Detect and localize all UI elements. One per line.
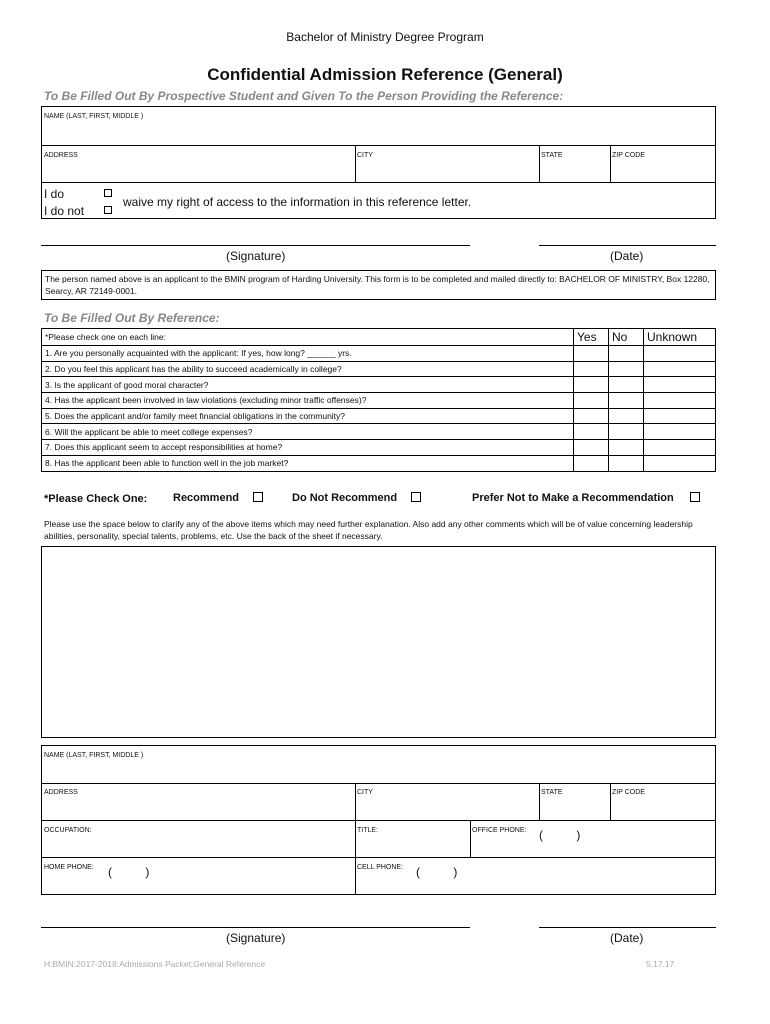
reference-date-line[interactable] xyxy=(539,927,716,928)
office-phone-field[interactable]: OFFICE PHONE: xyxy=(472,827,527,834)
question-row xyxy=(42,361,716,377)
question-row xyxy=(42,393,716,409)
cell-phone-paren: ( ) xyxy=(416,865,458,879)
answer-unknown-cell[interactable] xyxy=(644,377,716,393)
question-row xyxy=(42,455,716,471)
student-state-field[interactable]: STATE xyxy=(541,152,563,159)
check-one-label: *Please Check One: xyxy=(44,493,148,505)
reference-address-field[interactable]: ADDRESS xyxy=(44,789,78,796)
student-signature-line[interactable] xyxy=(41,245,470,246)
i-do-not-checkbox[interactable] xyxy=(104,206,112,214)
waive-text: waive my right of access to the information in this reference letter. xyxy=(123,195,472,209)
student-date-label: (Date) xyxy=(610,249,644,263)
student-address-field[interactable]: ADDRESS xyxy=(44,152,78,159)
prefer-not-label: Prefer Not to Make a Recommendation xyxy=(472,492,674,504)
title-field[interactable]: TITLE: xyxy=(357,827,379,834)
applicant-notice: The person named above is an applicant to the BMIN program of Harding University. This form is to be completed and mailed directly to: BACHELOR OF MINISTRY, Box 12280, Searcy, AR 72149-0001. xyxy=(41,270,716,300)
answer-no-cell[interactable] xyxy=(609,408,644,424)
student-section-label: To Be Filled Out By Prospective Student and Given To the Person Providing the Reference: xyxy=(44,89,564,103)
occupation-field[interactable]: OCCUPATION: xyxy=(44,827,92,834)
col-yes-header: Yes xyxy=(574,329,609,346)
i-do-not-label: I do not xyxy=(44,204,85,218)
answer-no-cell[interactable] xyxy=(609,346,644,362)
reference-questions-table xyxy=(41,328,716,472)
answer-no-cell[interactable] xyxy=(609,377,644,393)
answer-unknown-cell[interactable] xyxy=(644,346,716,362)
answer-unknown-cell[interactable] xyxy=(644,440,716,456)
answer-yes-cell[interactable] xyxy=(574,377,609,393)
program-header: Bachelor of Ministry Degree Program xyxy=(286,30,484,44)
answer-yes-cell[interactable] xyxy=(574,455,609,471)
footer-path: H:BMIN:2017-2018:Admissions Packet:General Reference xyxy=(44,959,266,969)
student-info-box xyxy=(41,106,716,219)
recommend-label: Recommend xyxy=(173,492,240,504)
answer-no-cell[interactable] xyxy=(609,361,644,377)
home-phone-field[interactable]: HOME PHONE: xyxy=(44,864,94,871)
question-text: 3. Is the applicant of good moral character? xyxy=(42,377,574,393)
reference-signature-label: (Signature) xyxy=(226,931,286,945)
question-text: 5. Does the applicant and/or family meet financial obligations in the community? xyxy=(42,408,574,424)
student-date-line[interactable] xyxy=(539,245,716,246)
comments-textarea[interactable] xyxy=(41,546,716,738)
student-name-field[interactable]: NAME (LAST, FIRST, MIDDLE ) xyxy=(44,113,144,120)
answer-yes-cell[interactable] xyxy=(574,346,609,362)
col-no-header: No xyxy=(609,329,644,346)
question-text: 8. Has the applicant been able to function well in the job market? xyxy=(42,455,574,471)
answer-unknown-cell[interactable] xyxy=(644,424,716,440)
answer-no-cell[interactable] xyxy=(609,424,644,440)
question-row xyxy=(42,408,716,424)
reference-info-box xyxy=(41,745,716,895)
col-unknown-header: Unknown xyxy=(644,329,716,346)
home-phone-paren: ( ) xyxy=(108,865,150,879)
answer-yes-cell[interactable] xyxy=(574,393,609,409)
question-row xyxy=(42,424,716,440)
reference-zip-field[interactable]: ZIP CODE xyxy=(612,789,645,796)
question-text: 6. Will the applicant be able to meet college expenses? xyxy=(42,424,574,440)
check-instruction: *Please check one on each line: xyxy=(42,329,574,346)
page-title: Confidential Admission Reference (General) xyxy=(207,65,563,84)
reference-city-field[interactable]: CITY xyxy=(357,789,373,796)
answer-unknown-cell[interactable] xyxy=(644,361,716,377)
question-text: 7. Does this applicant seem to accept responsibilities at home? xyxy=(42,440,574,456)
reference-signature-line[interactable] xyxy=(41,927,470,928)
question-row xyxy=(42,377,716,393)
question-row xyxy=(42,346,716,362)
answer-yes-cell[interactable] xyxy=(574,361,609,377)
answer-yes-cell[interactable] xyxy=(574,440,609,456)
answer-unknown-cell[interactable] xyxy=(644,408,716,424)
do-not-recommend-label: Do Not Recommend xyxy=(292,492,398,504)
cell-phone-field[interactable]: CELL PHONE: xyxy=(357,864,404,871)
answer-no-cell[interactable] xyxy=(609,393,644,409)
recommend-checkbox[interactable] xyxy=(253,492,263,502)
answer-yes-cell[interactable] xyxy=(574,408,609,424)
prefer-not-checkbox[interactable] xyxy=(690,492,700,502)
office-phone-paren: ( ) xyxy=(539,828,581,842)
student-city-field[interactable]: CITY xyxy=(357,152,373,159)
i-do-label: I do xyxy=(44,187,65,201)
question-text: 2. Do you feel this applicant has the ability to succeed academically in college? xyxy=(42,361,574,377)
question-text: 1. Are you personally acquainted with the applicant: If yes, how long? ______ yrs. xyxy=(42,346,574,362)
reference-section-label: To Be Filled Out By Reference: xyxy=(44,311,220,325)
do-not-recommend-checkbox[interactable] xyxy=(411,492,421,502)
question-row xyxy=(42,440,716,456)
reference-date-label: (Date) xyxy=(610,931,644,945)
question-text: 4. Has the applicant been involved in law violations (excluding minor traffic offenses)? xyxy=(42,393,574,409)
answer-unknown-cell[interactable] xyxy=(644,393,716,409)
answer-yes-cell[interactable] xyxy=(574,424,609,440)
reference-name-field[interactable]: NAME (LAST, FIRST, MIDDLE ) xyxy=(44,752,144,759)
i-do-checkbox[interactable] xyxy=(104,189,112,197)
student-signature-label: (Signature) xyxy=(226,249,286,263)
footer-version: 5.17.17 xyxy=(646,959,675,969)
student-zip-field[interactable]: ZIP CODE xyxy=(612,152,645,159)
answer-no-cell[interactable] xyxy=(609,455,644,471)
reference-state-field[interactable]: STATE xyxy=(541,789,563,796)
answer-no-cell[interactable] xyxy=(609,440,644,456)
comments-instruction: Please use the space below to clarify any of the above items which may need further explanation. Also add any other comments which will be of value concerning leadership abilities, personality, special talents, problems, etc. Use the back of the sheet if necessary. xyxy=(44,519,693,541)
answer-unknown-cell[interactable] xyxy=(644,455,716,471)
